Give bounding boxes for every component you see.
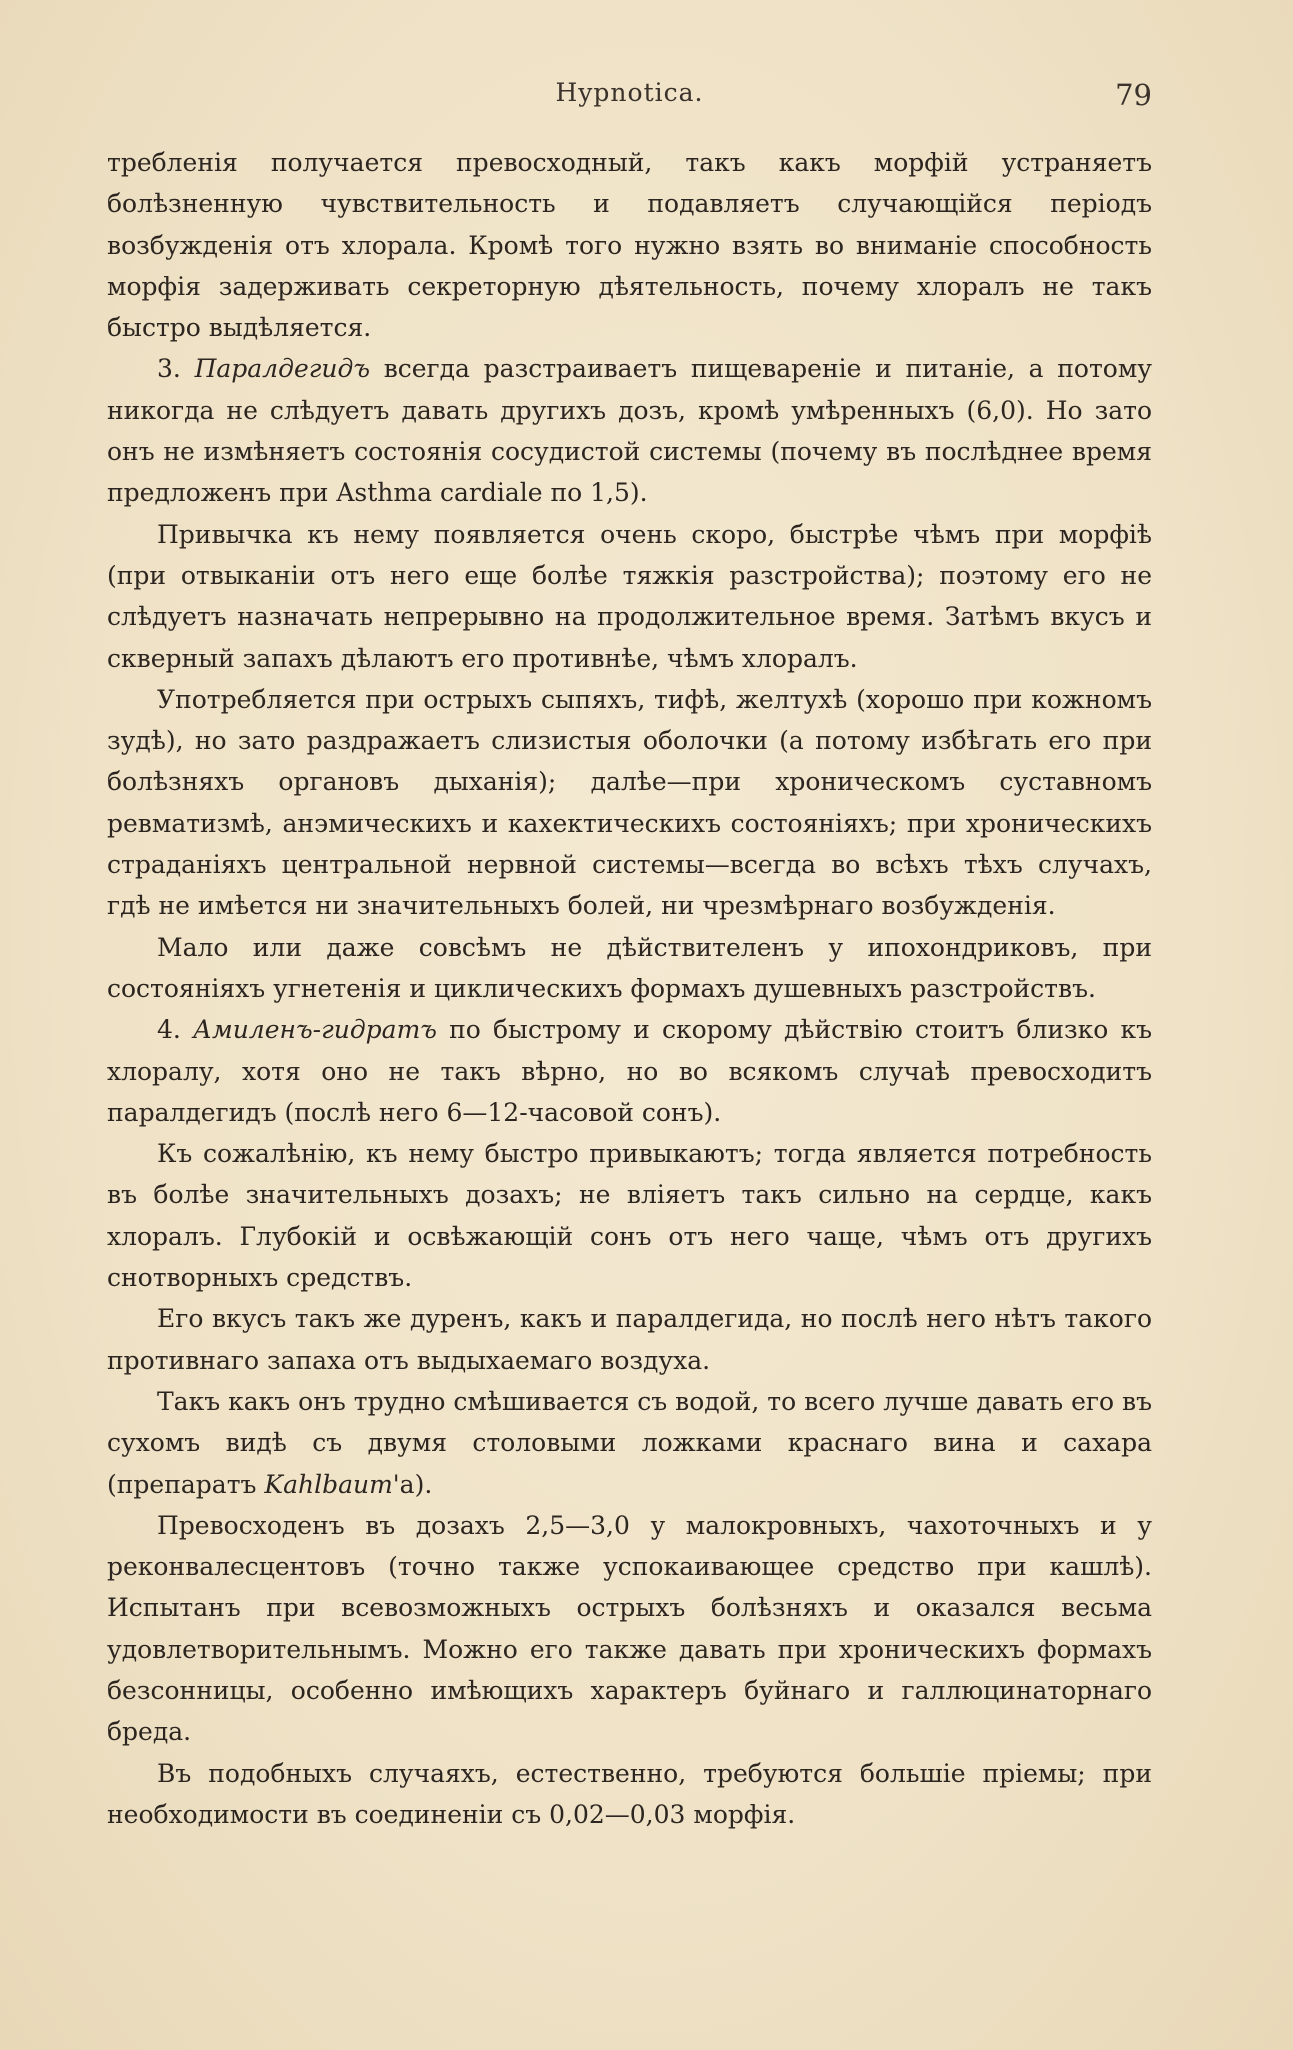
- item-number: 3.: [157, 354, 181, 384]
- page-body: [107, 142, 1152, 1835]
- page-number: 79: [1115, 78, 1152, 112]
- running-title: Hypnotica.: [555, 78, 704, 107]
- paragraph: Превосходенъ въ дозахъ 2,5—3,0 у малокровныхъ, чахоточныхъ и у реконвалесцентовъ (точно также успокаивающее средство при кашлѣ). Испытанъ при всевозможныхъ острыхъ болѣзняхъ и оказался весьма удовлетворительнымъ. Можно его также давать при хроническихъ формахъ безсонницы, особенно имѣющихъ характеръ буйнаго и галлюцинаторнаго бреда.: [107, 1510, 1152, 1747]
- paragraph: Къ сожалѣнію, къ нему быстро привыкаютъ; тогда является потребность въ болѣе значительныхъ дозахъ; не вліяетъ такъ сильно на сердце, какъ хлоралъ. Глубокій и освѣжающій сонъ отъ него чаще, чѣмъ отъ другихъ снотворныхъ средствъ.: [107, 1139, 1152, 1293]
- paragraph: 4. Амиленъ-гидратъ по быстрому и скорому дѣйствію стоитъ близко къ хлоралу, хотя оно не такъ вѣрно, но во всякомъ случаѣ превосходитъ паралдегидъ (послѣ него 6—12-часовой сонъ).: [107, 1015, 1153, 1127]
- paragraph: Такъ какъ онъ трудно смѣшивается съ водой, то всего лучше давать его въ сухомъ видѣ съ двумя столовыми ложками краснаго вина и сахара (препаратъ Kahlbaum'а).: [107, 1386, 1152, 1499]
- paragraph: Мало или даже совсѣмъ не дѣйствителенъ у ипохондриковъ, при состояніяхъ угнетенія и циклическихъ формахъ душевныхъ разстройствъ.: [107, 932, 1152, 1003]
- paragraph: Привычка къ нему появляется очень скоро, быстрѣе чѣмъ при морфіѣ (при отвыканіи отъ него еще болѣе тяжкія разстройства); поэтому его не слѣдуетъ назначать непрерывно на продолжительное время. Затѣмъ вкусъ и скверный запахъ дѣлаютъ его противнѣе, чѣмъ хлоралъ.: [107, 519, 1152, 673]
- paragraph: требленія получается превосходный, такъ какъ морфій устраняетъ болѣзненную чувствительность и подавляетъ случающійся періодъ возбужденія отъ хлорала. Кромѣ того нужно взять во вниманіе способность морфія задерживать секреторную дѣятельность, почему хлоралъ не такъ быстро выдѣляется.: [107, 148, 1152, 343]
- item-number: 4.: [157, 1015, 181, 1045]
- paragraph: Его вкусъ такъ же дуренъ, какъ и паралдегида, но послѣ него нѣтъ такого противнаго запаха отъ выдыхаемаго воздуха.: [107, 1304, 1152, 1375]
- page-header: [107, 78, 1152, 118]
- brand-term: Kahlbaum: [264, 1469, 393, 1499]
- drug-term: Паралдегидъ: [194, 354, 370, 384]
- paragraph: Употребляется при острыхъ сыпяхъ, тифѣ, желтухѣ (хорошо при кожномъ зудѣ), но зато раздражаетъ слизистыя оболочки (а потому избѣгать его при болѣзняхъ органовъ дыханія); далѣе—при хроническомъ суставномъ ревматизмѣ, анэмическихъ и кахектическихъ состояніяхъ; при хроническихъ страданіяхъ центральной нервной системы—всегда во всѣхъ тѣхъ случахъ, гдѣ не имѣется ни значительныхъ болей, ни чрезмѣрнаго возбужденія.: [107, 684, 1152, 921]
- paragraph: Въ подобныхъ случаяхъ, естественно, требуются большіе пріемы; при необходимости въ соединеніи съ 0,02—0,03 морфія.: [107, 1758, 1152, 1829]
- paragraph: 3. Паралдегидъ всегда разстраиваетъ пищевареніе и питаніе, а потому никогда не слѣдуетъ давать другихъ дозъ, кромѣ умѣренныхъ (6,0). Но зато онъ не измѣняетъ состоянія сосудистой системы (почему въ послѣднее время предложенъ при Asthma cardiale по 1,5).: [107, 354, 1152, 508]
- drug-term: Амиленъ-гидратъ: [193, 1015, 437, 1045]
